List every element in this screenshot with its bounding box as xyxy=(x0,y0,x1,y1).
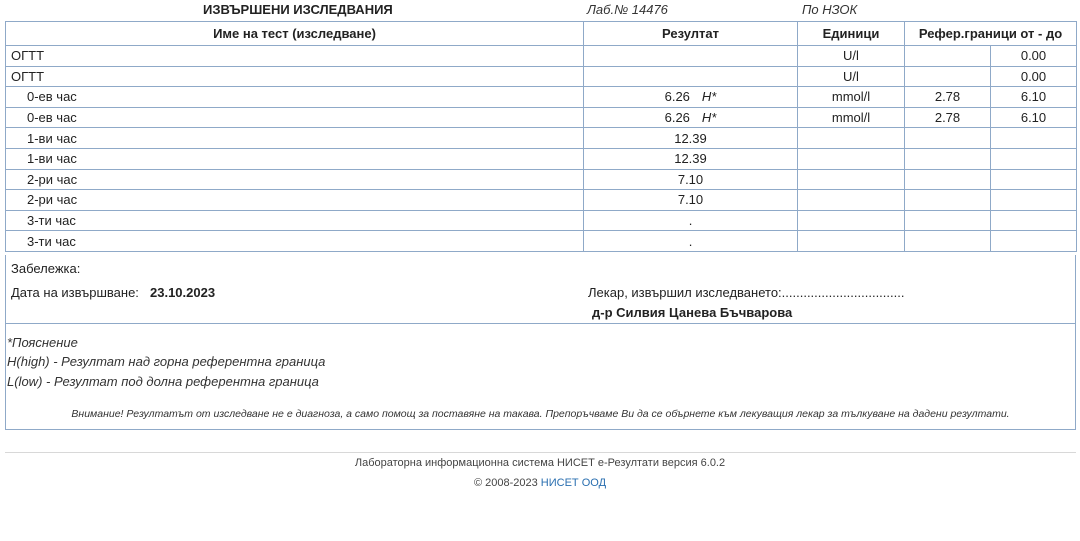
ref-to-cell xyxy=(991,231,1077,252)
col-header-units: Единици xyxy=(798,22,905,46)
result-flag: H* xyxy=(701,110,717,126)
col-header-result: Резултат xyxy=(584,22,798,46)
disclaimer-text: Внимание! Резултатът от изследване не е диагноза, а само помощ за поставяне на такава. Препоръчваме Ви да се обърнете към лекуващия лекар за тълкуване на дадени резултати. xyxy=(71,408,1010,420)
ref-to-cell xyxy=(991,169,1077,190)
ref-from-cell xyxy=(905,190,991,211)
ref-to-cell xyxy=(991,148,1077,169)
lab-number: Лаб.№ 14476 xyxy=(587,2,668,17)
ref-from-cell xyxy=(905,66,991,87)
units-cell: U/l xyxy=(798,66,905,87)
date-label: Дата на извършване: xyxy=(11,285,139,300)
divider xyxy=(5,452,1076,453)
units-cell xyxy=(798,128,905,149)
table-row xyxy=(6,107,1077,128)
result-value: 6.26 xyxy=(664,110,690,126)
ref-from-cell: 2.78 xyxy=(905,87,991,108)
units-cell: mmol/l xyxy=(798,107,905,128)
ref-to-cell: 0.00 xyxy=(991,46,1077,67)
system-version: Лабораторна информационна система НИСЕТ е-Резултати версия 6.0.2 xyxy=(354,457,726,469)
ref-from-cell xyxy=(905,210,991,231)
test-name-cell: 1-ви час xyxy=(6,128,584,149)
date-value: 23.10.2023 xyxy=(150,285,216,300)
col-header-reference: Рефер.граници от - до xyxy=(905,22,1077,46)
table-header-row xyxy=(6,22,1077,46)
table-row xyxy=(6,87,1077,108)
result-cell xyxy=(584,190,798,211)
ref-from-cell xyxy=(905,46,991,67)
payer-label: По НЗОК xyxy=(802,2,858,17)
doctor-label: Лекар, извършил изследването:.................................. xyxy=(588,285,905,300)
result-cell xyxy=(584,128,798,149)
table-row xyxy=(6,46,1077,67)
report-header xyxy=(5,0,1076,21)
ref-from-cell xyxy=(905,231,991,252)
results-body xyxy=(6,46,1077,252)
doctor-name: д-р Силвия Цанева Бъчварова xyxy=(592,305,793,320)
copyright-line xyxy=(0,477,1080,489)
table-row xyxy=(6,148,1077,169)
result-cell xyxy=(584,107,798,128)
table-row xyxy=(6,66,1077,87)
result-value: 7.10 xyxy=(677,171,704,187)
ref-to-cell xyxy=(991,210,1077,231)
ref-to-cell xyxy=(991,128,1077,149)
ref-from-cell xyxy=(905,169,991,190)
note-label: Забележка: xyxy=(11,261,81,276)
result-cell xyxy=(584,169,798,190)
result-cell xyxy=(584,231,798,252)
result-value: 6.26 xyxy=(664,89,690,105)
test-name-cell: 3-ти час xyxy=(6,231,584,252)
ref-to-cell: 6.10 xyxy=(991,107,1077,128)
units-cell xyxy=(798,148,905,169)
ref-to-cell: 6.10 xyxy=(991,87,1077,108)
test-name-cell: 3-ти час xyxy=(6,210,584,231)
results-table xyxy=(5,21,1077,252)
report-footer xyxy=(5,255,1076,324)
ref-from-cell xyxy=(905,148,991,169)
test-name-cell: 1-ви час xyxy=(6,148,584,169)
table-row xyxy=(6,190,1077,211)
explanation-high: H(high) - Резултат над горна референтна граница xyxy=(7,354,326,369)
col-header-name: Име на тест (изследване) xyxy=(6,22,584,46)
result-value: . xyxy=(688,233,693,249)
ref-to-cell xyxy=(991,190,1077,211)
result-cell xyxy=(584,148,798,169)
explanation-low: L(low) - Резултат под долна референтна граница xyxy=(7,374,319,389)
test-name-cell: ОГТТ xyxy=(6,66,584,87)
result-cell xyxy=(584,210,798,231)
table-row xyxy=(6,169,1077,190)
units-cell xyxy=(798,190,905,211)
table-row xyxy=(6,210,1077,231)
units-cell: U/l xyxy=(798,46,905,67)
explanation-box xyxy=(5,323,1076,430)
result-value: . xyxy=(688,213,693,229)
result-cell xyxy=(584,87,798,108)
table-row xyxy=(6,231,1077,252)
test-name-cell: 0-ев час xyxy=(6,107,584,128)
result-cell xyxy=(584,66,798,87)
units-cell xyxy=(798,169,905,190)
units-cell xyxy=(798,231,905,252)
result-value: 12.39 xyxy=(674,151,707,167)
ref-to-cell: 0.00 xyxy=(991,66,1077,87)
table-row xyxy=(6,128,1077,149)
test-name-cell: ОГТТ xyxy=(6,46,584,67)
report-title: ИЗВЪРШЕНИ ИЗСЛЕДВАНИЯ xyxy=(203,2,393,17)
result-value: 7.10 xyxy=(677,192,704,208)
ref-from-cell xyxy=(905,128,991,149)
ref-from-cell: 2.78 xyxy=(905,107,991,128)
test-name-cell: 2-ри час xyxy=(6,169,584,190)
result-value: 12.39 xyxy=(674,130,707,146)
explanation-title: *Пояснение xyxy=(7,335,78,350)
units-cell: mmol/l xyxy=(798,87,905,108)
copyright-years: © 2008-2023 xyxy=(473,477,538,489)
test-name-cell: 0-ев час xyxy=(6,87,584,108)
result-flag: H* xyxy=(701,89,717,105)
company-link[interactable]: НИСЕТ ООД xyxy=(540,477,607,489)
result-cell xyxy=(584,46,798,67)
units-cell xyxy=(798,210,905,231)
test-name-cell: 2-ри час xyxy=(6,190,584,211)
